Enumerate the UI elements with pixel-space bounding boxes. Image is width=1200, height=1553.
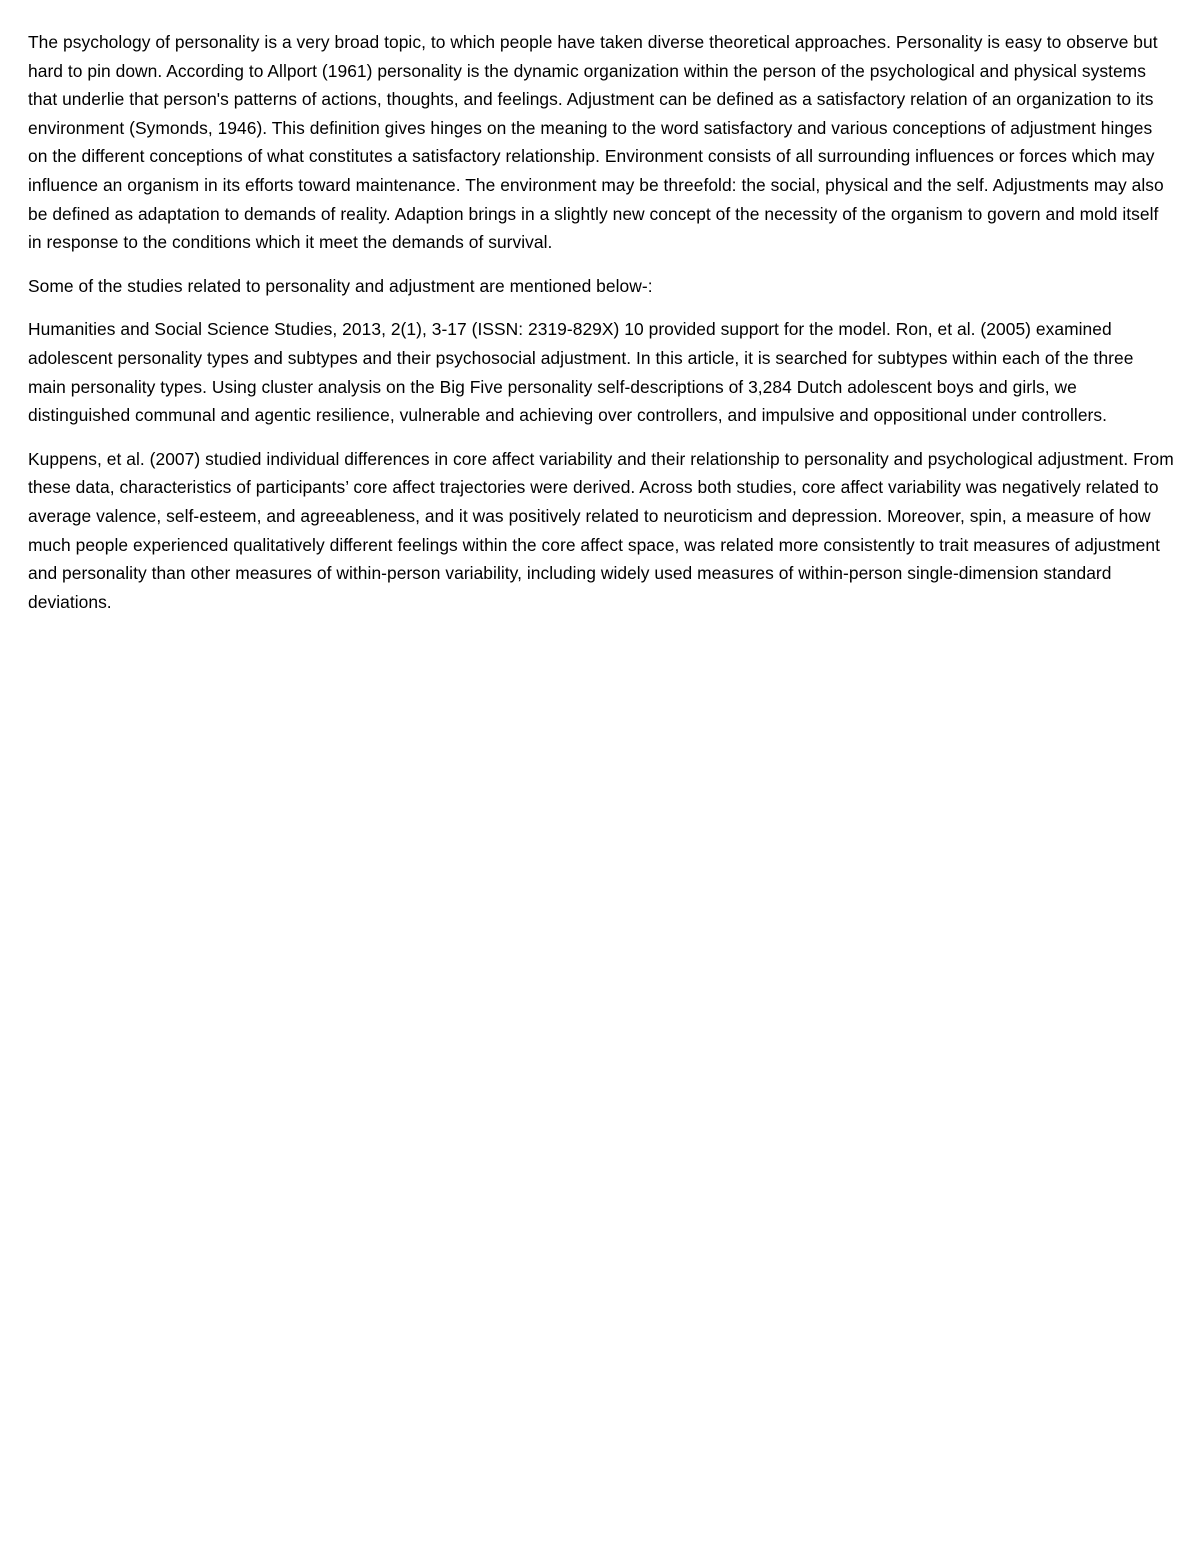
paragraph-intro-personality-adjustment: The psychology of personality is a very broad topic, to which people have taken diverse theoretical approaches. Personality is easy to observe but hard to pin down. According to Allport (1961) personality is the dynamic organization within the person of the psychological and physical systems that underlie that person's patterns of actions, thoughts, and feelings. Adjustment can be defined as a satisfactory relation of an organization to its environment (Symonds, 1946). This definition gives hinges on the meaning to the word satisfactory and various conceptions of adjustment hinges on the different conceptions of what constitutes a satisfactory relationship. Environment consists of all surrounding influences or forces which may influence an organism in its efforts toward maintenance. The environment may be threefold: the social, physical and the self. Adjustments may also be defined as adaptation to demands of reality. Adaption brings in a slightly new concept of the necessity of the organism to govern and mold itself in response to the conditions which it meet the demands of survival. [28,32,1164,253]
paragraph-ron-2005-study: Humanities and Social Science Studies, 2013, 2(1), 3-17 (ISSN: 2319-829X) 10 provided support for the model. Ron, et al. (2005) examined adolescent personality types and subtypes and their psychosocial adjustment. In this article, it is searched for subtypes within each of the three main personality types. Using cluster analysis on the Big Five personality self-descriptions of 3,284 Dutch adolescent boys and girls, we distinguished communal and agentic resilience, vulnerable and achieving over controllers, and impulsive and oppositional under controllers. [28,319,1134,426]
document-page [28,28,1176,631]
paragraph-kuppens-2007-study: Kuppens, et al. (2007) studied individual differences in core affect variability and their relationship to personality and psychological adjustment. From these data, characteristics of participants’ core affect trajectories were derived. Across both studies, core affect variability was negatively related to average valence, self-esteem, and agreeableness, and it was positively related to neuroticism and depression. Moreover, spin, a measure of how much people experienced qualitatively different feelings within the core affect space, was related more consistently to trait measures of adjustment and personality than other measures of within-person variability, including widely used measures of within-person single-dimension standard deviations. [28,448,1174,612]
paragraph-studies-intro: Some of the studies related to personality and adjustment are mentioned below-: [28,275,653,296]
